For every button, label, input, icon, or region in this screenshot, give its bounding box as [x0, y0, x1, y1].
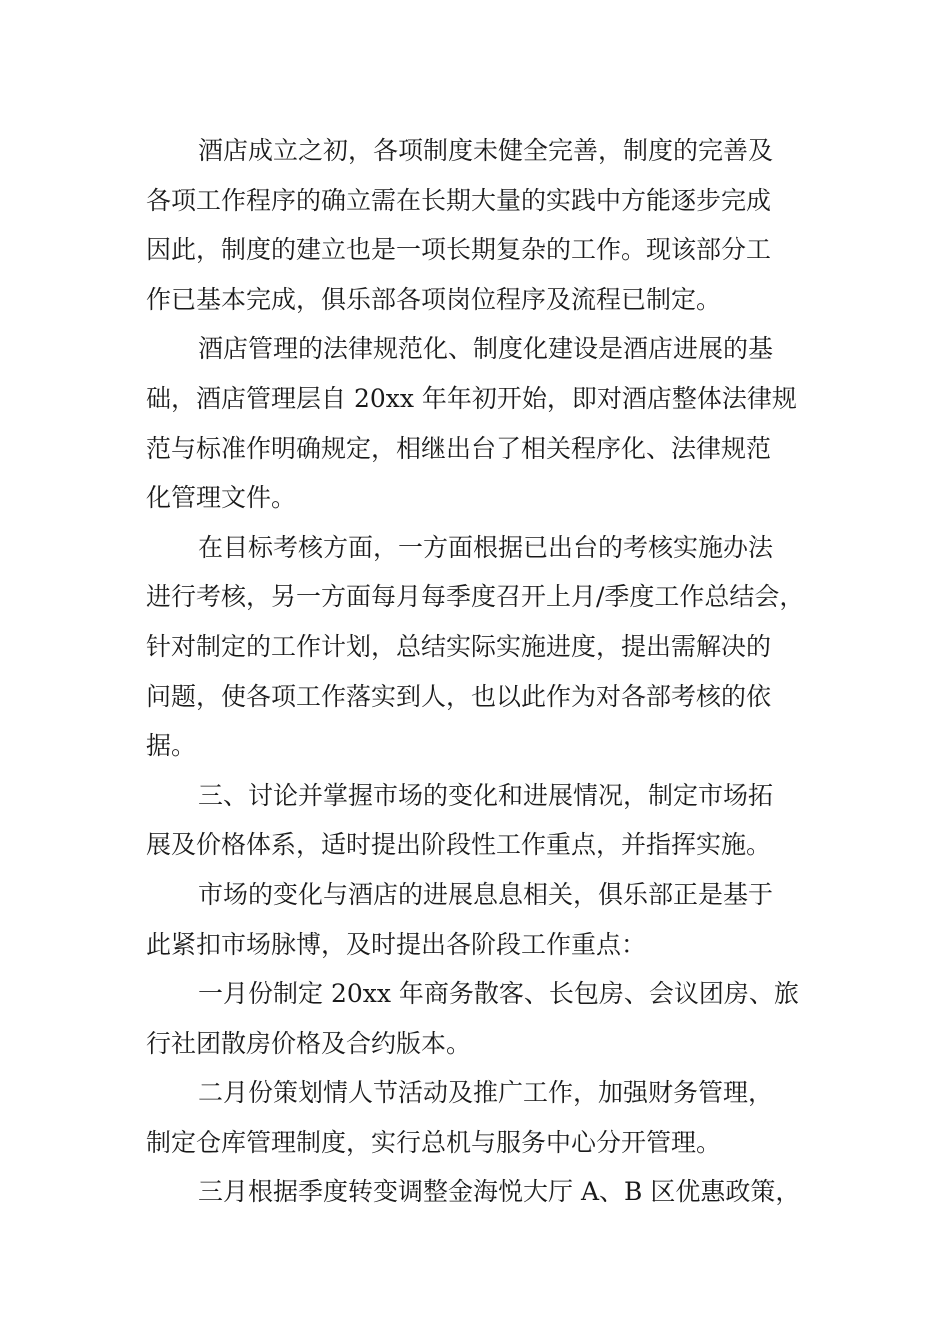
text-line: 三、讨论并掌握市场的变化和进展情况，制定市场拓 — [198, 780, 774, 810]
text-line: 针对制定的工作计划，总结实际实施进度，提出需解决的 — [146, 631, 772, 661]
text-line: 制定仓库管理制度，实行总机与服务中心分开管理。 — [146, 1127, 722, 1157]
text-line: 各项工作程序的确立需在长期大量的实践中方能逐步完成 — [146, 185, 772, 215]
text-line: 础，酒店管理层自 20xx 年年初开始，即对酒店整体法律规 — [146, 383, 797, 413]
text-line: 化管理文件。 — [146, 483, 297, 513]
text-line: 此紧扣市场脉博，及时提出各阶段工作重点： — [146, 929, 647, 959]
text-line: 因此，制度的建立也是一项长期复杂的工作。现该部分工 — [146, 235, 772, 265]
text-line: 在目标考核方面，一方面根据已出台的考核实施办法 — [198, 532, 774, 562]
text-line: 行社团散房价格及合约版本。 — [146, 1028, 472, 1058]
document-body — [146, 126, 820, 1217]
text-line: 据。 — [146, 731, 197, 761]
text-line: 酒店管理的法律规范化、制度化建设是酒店进展的基 — [198, 334, 774, 364]
text-line: 一月份制定 20xx 年商务散客、长包房、会议团房、旅 — [198, 979, 799, 1009]
text-line: 三月根据季度转变调整金海悦大厅 A、B 区优惠政策， — [198, 1177, 801, 1207]
text-line: 二月份策划情人节活动及推广工作，加强财务管理， — [198, 1078, 774, 1108]
text-line: 进行考核，另一方面每月每季度召开上月/季度工作总结会， — [146, 582, 805, 612]
text-line: 酒店成立之初，各项制度未健全完善，制度的完善及 — [198, 136, 774, 165]
text-line: 范与标准作明确规定，相继出台了相关程序化、法律规范 — [146, 433, 772, 463]
text-line: 市场的变化与酒店的进展息息相关，俱乐部正是基于 — [198, 879, 774, 909]
text-line: 作已基本完成，俱乐部各项岗位程序及流程已制定。 — [146, 284, 722, 314]
text-line: 问题，使各项工作落实到人，也以此作为对各部考核的依 — [146, 681, 772, 711]
text-line: 展及价格体系，适时提出阶段性工作重点，并指挥实施。 — [146, 830, 772, 860]
